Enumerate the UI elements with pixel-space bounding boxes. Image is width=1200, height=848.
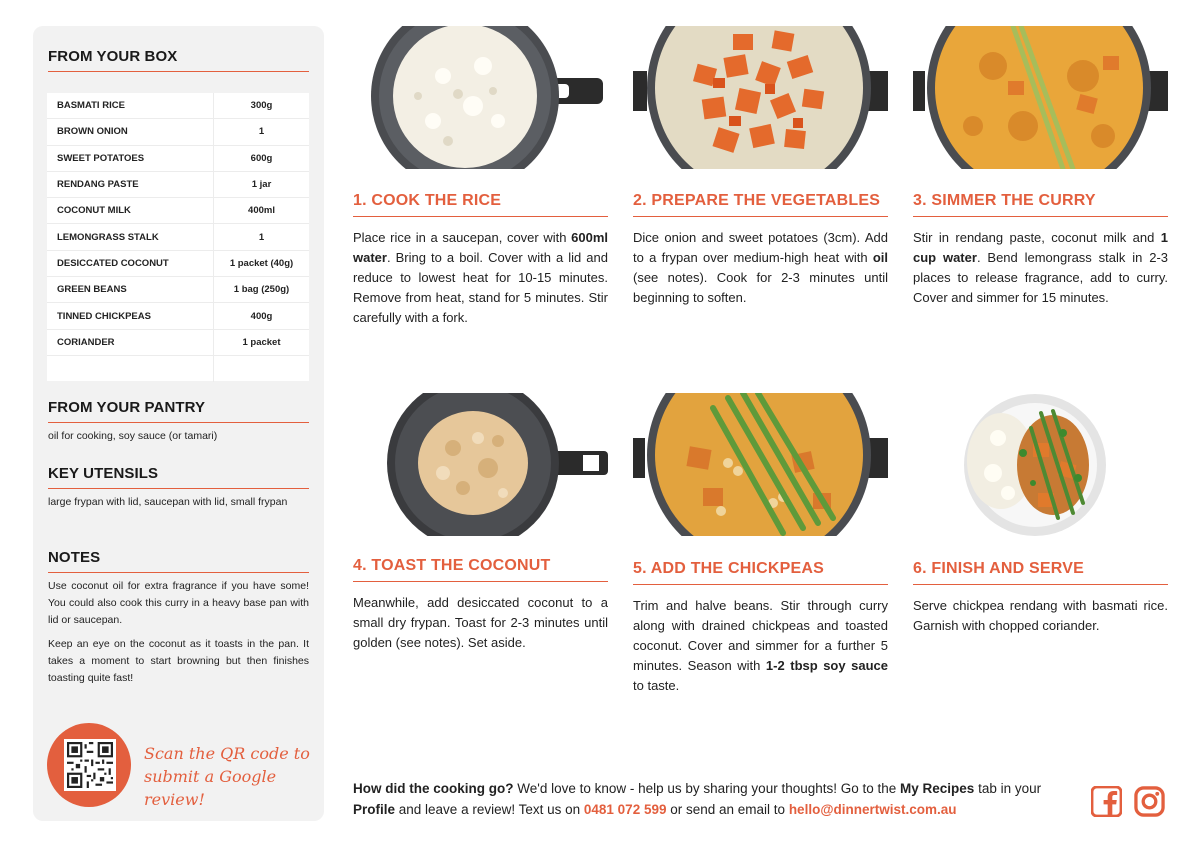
step-6-title: 6. FINISH AND SERVE (913, 560, 1168, 585)
qr-code[interactable] (64, 739, 116, 791)
ingredient-name: SWEET POTATOES (57, 152, 145, 164)
my-recipes-label: My Recipes (900, 781, 975, 796)
ingredient-name: BASMATI RICE (57, 100, 125, 112)
step-4-body: Meanwhile, add desiccated coconut to a small dry frypan. Toast for 2-3 minutes until golden (see notes). Set aside. (353, 595, 608, 650)
step-2-photo (633, 26, 888, 169)
notes-heading: NOTES (48, 549, 309, 573)
sidebar-panel (33, 26, 324, 821)
step-4-title: 4. TOAST THE COCONUT (353, 557, 608, 582)
step-5-body: Trim and halve beans. Stir through curry along with drained chickpeas and toasted coconut. Cover and simmer for a further 5 minutes. Season with 1-2 tbsp soy sauce to taste. (633, 598, 888, 693)
ingredient-name: CORIANDER (57, 336, 115, 348)
table-row (47, 198, 309, 224)
ingredient-qty: 1 packet (213, 330, 309, 355)
table-row (47, 303, 309, 329)
notes-paragraph-2: Keep an eye on the coconut as it toasts in the pan. It takes a moment to start browning but then finishes toasting quite fast! (48, 638, 309, 684)
from-your-pantry-heading: FROM YOUR PANTRY (48, 399, 309, 423)
table-row (47, 146, 309, 172)
ingredient-name: COCONUT MILK (57, 205, 131, 217)
table-row (47, 330, 309, 356)
ingredient-name: BROWN ONION (57, 126, 128, 138)
step-4-photo (353, 393, 608, 536)
ingredient-qty: 400ml (213, 198, 309, 223)
pantry-text: oil for cooking, soy sauce (or tamari) (48, 430, 218, 442)
qr-text-line: submit a Google review! (144, 767, 277, 809)
from-your-box-heading: FROM YOUR BOX (48, 48, 309, 72)
email-link[interactable]: hello@dinnertwist.com.au (788, 802, 957, 817)
ingredient-name: RENDANG PASTE (57, 179, 139, 191)
footer-question: How did the cooking go? (353, 781, 514, 796)
step-1-photo (353, 26, 608, 169)
table-row (47, 224, 309, 250)
ingredient-qty: 1 (213, 224, 309, 249)
phone-link[interactable]: 0481 072 599 (583, 802, 667, 817)
step-5-photo (633, 393, 888, 536)
table-row (47, 277, 309, 303)
step-3-body: Stir in rendang paste, coconut milk and 1 cup water. Bend lemongrass stalk in 2-3 places to release fragrance, add to curry. Cover and simmer for 15 minutes. (913, 230, 1169, 305)
step-2-body: Dice onion and sweet potatoes (3cm). Add to a frypan over medium-high heat with oil (see notes). Cook for 2-3 minutes until beginning to soften. (633, 230, 888, 305)
instagram-icon[interactable] (1134, 786, 1165, 817)
step-2-title: 2. PREPARE THE VEGETABLES (633, 192, 888, 217)
key-utensils-heading: KEY UTENSILS (48, 465, 309, 489)
table-row (47, 251, 309, 277)
step-1-body: Place rice in a saucepan, cover with 600ml water. Bring to a boil. Cover with a lid and reduce to lowest heat for 10-15 minutes. Remove from heat, stand for 5 minutes. Stir carefully with a fork. (353, 230, 608, 325)
qr-code-icon (67, 742, 113, 788)
qr-text-line: Scan the QR code to (144, 744, 310, 763)
facebook-icon[interactable] (1091, 786, 1122, 817)
step-5-title: 5. ADD THE CHICKPEAS (633, 560, 888, 585)
feedback-footer: How did the cooking go? We'd love to know - help us by sharing your thoughts! Go to the My Recipes tab in your Profile and leave a review! Text us on 0481 072 599 or send an email to hello@dinnertwist.com.au (353, 781, 1042, 817)
ingredient-qty: 1 (213, 119, 309, 144)
ingredient-qty: 400g (213, 303, 309, 328)
step-1-title: 1. COOK THE RICE (353, 192, 608, 217)
step-3-title: 3. SIMMER THE CURRY (913, 192, 1168, 217)
ingredient-name: TINNED CHICKPEAS (57, 310, 151, 322)
table-row (47, 119, 309, 145)
qr-code-badge[interactable] (47, 723, 131, 807)
notes-paragraph-1: Use coconut oil for extra fragrance if you have some! You could also cook this curry in a heavy base pan with lid or saucepan. (48, 580, 309, 626)
ingredients-table (47, 93, 309, 381)
utensils-text: large frypan with lid, saucepan with lid, small frypan (48, 496, 288, 508)
ingredient-name: DESICCATED COCONUT (57, 257, 169, 269)
ingredient-qty: 1 jar (213, 172, 309, 197)
ingredient-qty: 300g (213, 93, 309, 118)
qr-review-callout (144, 742, 314, 811)
step-6-body: Serve chickpea rendang with basmati rice. Garnish with chopped coriander. (913, 598, 1168, 633)
step-3-photo (913, 26, 1168, 169)
table-row-empty (47, 356, 309, 382)
table-row (47, 172, 309, 198)
ingredient-qty: 600g (213, 146, 309, 171)
ingredient-qty: 1 packet (40g) (213, 251, 309, 276)
ingredient-name: GREEN BEANS (57, 284, 127, 296)
profile-label: Profile (353, 802, 396, 817)
ingredient-name: LEMONGRASS STALK (57, 231, 159, 243)
step-6-photo (913, 393, 1168, 536)
table-row (47, 93, 309, 119)
ingredient-qty: 1 bag (250g) (213, 277, 309, 302)
